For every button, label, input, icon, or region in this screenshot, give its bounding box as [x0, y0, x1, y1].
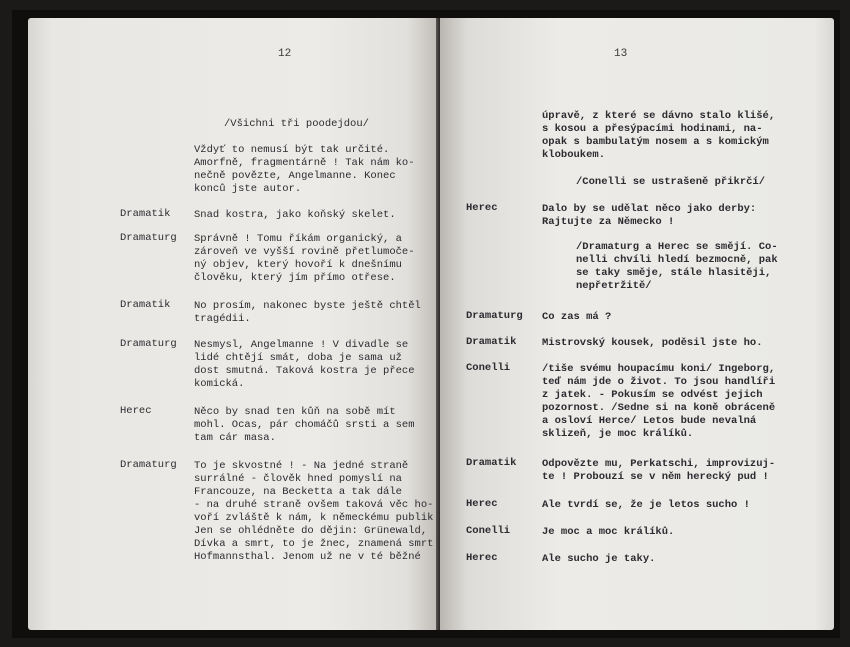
dialogue-line: Je moc a moc králíků. [542, 526, 675, 538]
text-line: s kosou a přesýpacími hodinami, na- [542, 123, 763, 135]
speaker-name: Dramaturg [466, 310, 523, 322]
dialogue-line: člověku, který jím přímo otřese. [194, 272, 396, 284]
dialogue-line: z jatek. - Pokusím se odvést jejich [542, 389, 763, 401]
speaker-name: Conelli [466, 362, 511, 374]
stage-direction: nelli chvíli hledí bezmocně, pak [576, 254, 778, 266]
speaker-name: Herec [466, 552, 498, 564]
page-number-left: 12 [278, 48, 292, 60]
dialogue-line: surrálné - člověk hned pomyslí na [194, 473, 402, 485]
stage-direction: /Conelli se ustrašeně přikrčí/ [576, 176, 766, 188]
speaker-name: Herec [466, 202, 498, 214]
text-line: nečně povězte, Angelmanne. Konec [194, 170, 396, 182]
dialogue-line: pozornost. /Sedne si na koně obráceně [542, 402, 776, 414]
speaker-name: Herec [466, 498, 498, 510]
text-line: konců jste autor. [194, 183, 302, 195]
speaker-name: Conelli [466, 525, 511, 537]
stage-direction: nepřetržitě/ [576, 280, 652, 292]
dialogue-line: ný objev, který hovoří k dnešnímu [194, 259, 402, 271]
dialogue-line: Mistrovský kousek, poděsil jste ho. [542, 337, 763, 349]
dialogue-line: Odpovězte mu, Perkatschi, improvizuj- [542, 458, 776, 470]
dialogue-line: lidé chtějí smát, doba je sama už [194, 352, 402, 364]
dialogue-line: tragédii. [194, 313, 251, 325]
dialogue-line: teď nám jde o život. To jsou handlíři [542, 376, 776, 388]
speaker-name: Dramatik [120, 299, 171, 311]
dialogue-line: No prosím, nakonec byste ještě chtěl [194, 300, 421, 312]
dialogue-line: tam cár masa. [194, 432, 276, 444]
dialogue-line: /tiše svému houpacímu koni/ Ingeborg, [542, 363, 776, 375]
dialogue-line: zároveň ve vyšší rovině přetlumoče- [194, 246, 415, 258]
right-page [440, 18, 834, 630]
dialogue-line: voří zvláště k nám, k německému publik [194, 512, 434, 524]
text-line: kloboukem. [542, 149, 606, 161]
dialogue-line: Dalo by se udělat něco jako derby: [542, 203, 757, 215]
dialogue-line: Hofmannsthal. Jenom už ne v té běžné [194, 551, 421, 563]
stage-direction: /Dramaturg a Herec se smějí. Co- [576, 241, 778, 253]
dialogue-line: Rajtujte za Německo ! [542, 216, 675, 228]
speaker-name: Dramaturg [120, 232, 177, 244]
text-line: opak s bambulatým nosem a s komickým [542, 136, 769, 148]
dialogue-line: Snad kostra, jako koňský skelet. [194, 209, 396, 221]
text-line: úpravě, z které se dávno stalo klišé, [542, 110, 776, 122]
speaker-name: Dramatik [466, 457, 517, 469]
dialogue-line: Francouze, na Becketta a tak dále [194, 486, 402, 498]
speaker-name: Dramaturg [120, 338, 177, 350]
speaker-name: Dramatik [466, 336, 517, 348]
dialogue-line: Dívka a smrt, to je žnec, znamená smrt [194, 538, 434, 550]
dialogue-line: mohl. Ocas, pár chomáčů srsti a sem [194, 419, 415, 431]
page-number-right: 13 [614, 48, 628, 60]
speaker-name: Dramaturg [120, 459, 177, 471]
book-spread [12, 10, 840, 638]
dialogue-line: dost smutná. Taková kostra je přece [194, 365, 415, 377]
dialogue-line: sklizeň, je moc králíků. [542, 428, 694, 440]
speaker-name: Herec [120, 405, 152, 417]
speaker-name: Dramatik [120, 208, 171, 220]
dialogue-line: komická. [194, 378, 245, 390]
dialogue-line: Správně ! Tomu říkám organický, a [194, 233, 402, 245]
dialogue-line: Ale tvrdí se, že je letos sucho ! [542, 499, 750, 511]
left-page [28, 18, 440, 630]
dialogue-line: - na druhé straně ovšem taková věc ho- [194, 499, 434, 511]
text-line: Amorfně, fragmentárně ! Tak nám ko- [194, 157, 415, 169]
text-line: Vždyť to nemusí být tak určité. [194, 144, 390, 156]
dialogue-line: Ale sucho je taky. [542, 553, 656, 565]
dialogue-line: To je skvostné ! - Na jedné straně [194, 460, 409, 472]
dialogue-line: Něco by snad ten kůň na sobě mít [194, 406, 396, 418]
dialogue-line: Nesmysl, Angelmanne ! V divadle se [194, 339, 409, 351]
stage-direction: se taky směje, stále hlasitěji, [576, 267, 772, 279]
dialogue-line: a osloví Herce/ Letos bude nevalná [542, 415, 757, 427]
stage-direction: /Všichni tři poodejdou/ [224, 118, 369, 130]
dialogue-line: Jen se ohlédněte do dějin: Grünewald, [194, 525, 428, 537]
dialogue-line: Co zas má ? [542, 311, 612, 323]
dialogue-line: te ! Probouzí se v něm herecký pud ! [542, 471, 769, 483]
